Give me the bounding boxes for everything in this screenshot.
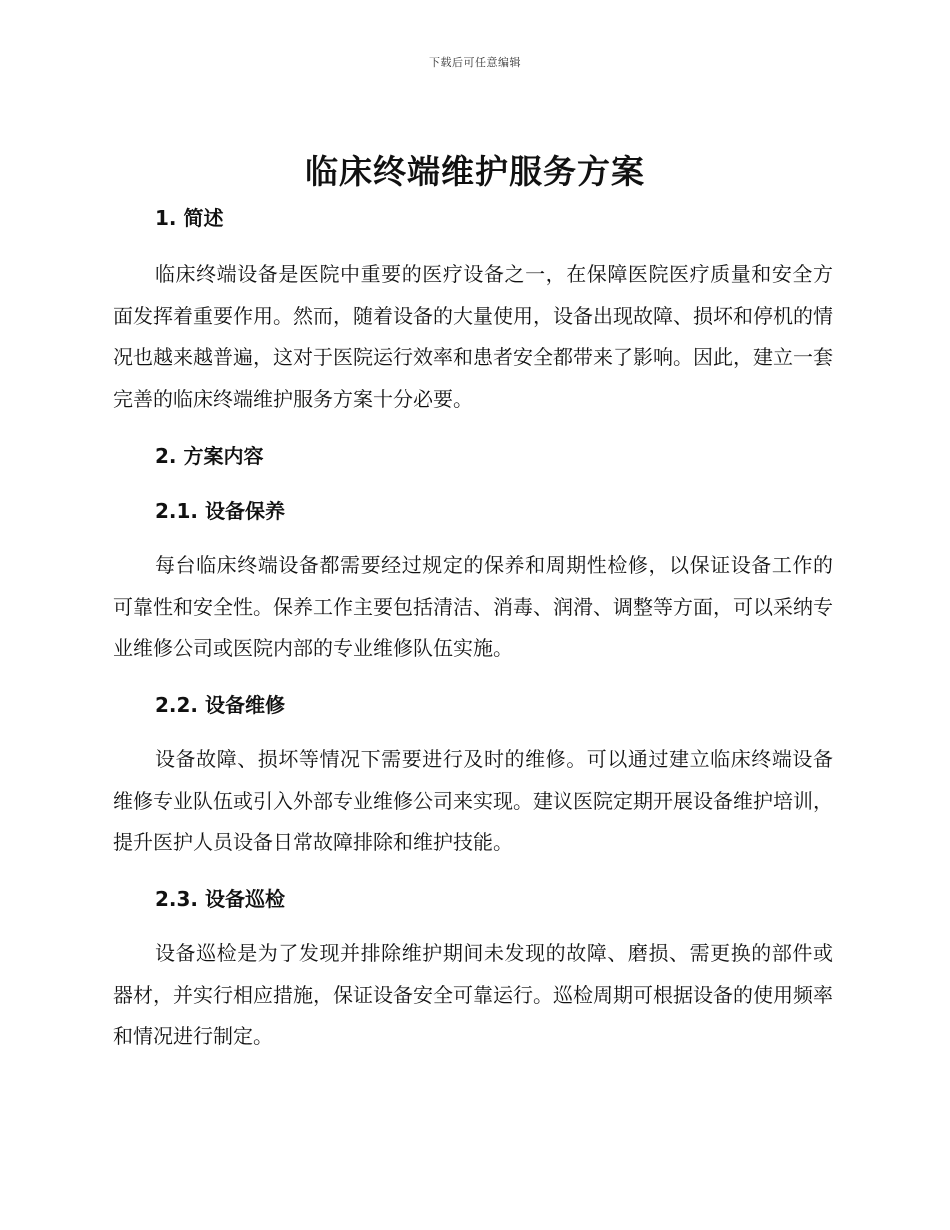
page-title: 临床终端维护服务方案: [305, 152, 645, 191]
section-heading-overview: 1. 简述: [155, 206, 224, 230]
section-heading-equipment-inspection: 2.3. 设备巡检: [155, 887, 285, 911]
section-paragraph-equipment-repair: 设备故障、损坏等情况下需要进行及时的维修。可以通过建立临床终端设备维修专业队伍或引入外部专业维修公司来实现。建议医院定期开展设备维护培训，提升医护人员设备日常故障排除和维护技能。: [113, 747, 833, 854]
section-paragraph-overview: 临床终端设备是医院中重要的医疗设备之一，在保障医院医疗质量和安全方面发挥着重要作用。然而，随着设备的大量使用，设备出现故障、损坏和停机的情况也越来越普遍，这对于医院运行效率和患者安全都带来了影响。因此，建立一套完善的临床终端维护服务方案十分必要。: [113, 262, 833, 411]
section-heading-equipment-maintenance: 2.1. 设备保养: [155, 499, 285, 523]
section-heading-plan-content: 2. 方案内容: [155, 444, 264, 468]
section-paragraph-equipment-maintenance: 每台临床终端设备都需要经过规定的保养和周期性检修，以保证设备工作的可靠性和安全性。保养工作主要包括清洁、消毒、润滑、调整等方面，可以采纳专业维修公司或医院内部的专业维修队伍实施。: [113, 553, 833, 660]
section-heading-equipment-repair: 2.2. 设备维修: [155, 693, 285, 717]
header-note: 下载后可任意编辑: [429, 56, 521, 69]
section-paragraph-equipment-inspection: 设备巡检是为了发现并排除维护期间未发现的故障、磨损、需更换的部件或器材，并实行相应措施，保证设备安全可靠运行。巡检周期可根据设备的使用频率和情况进行制定。: [113, 941, 833, 1048]
